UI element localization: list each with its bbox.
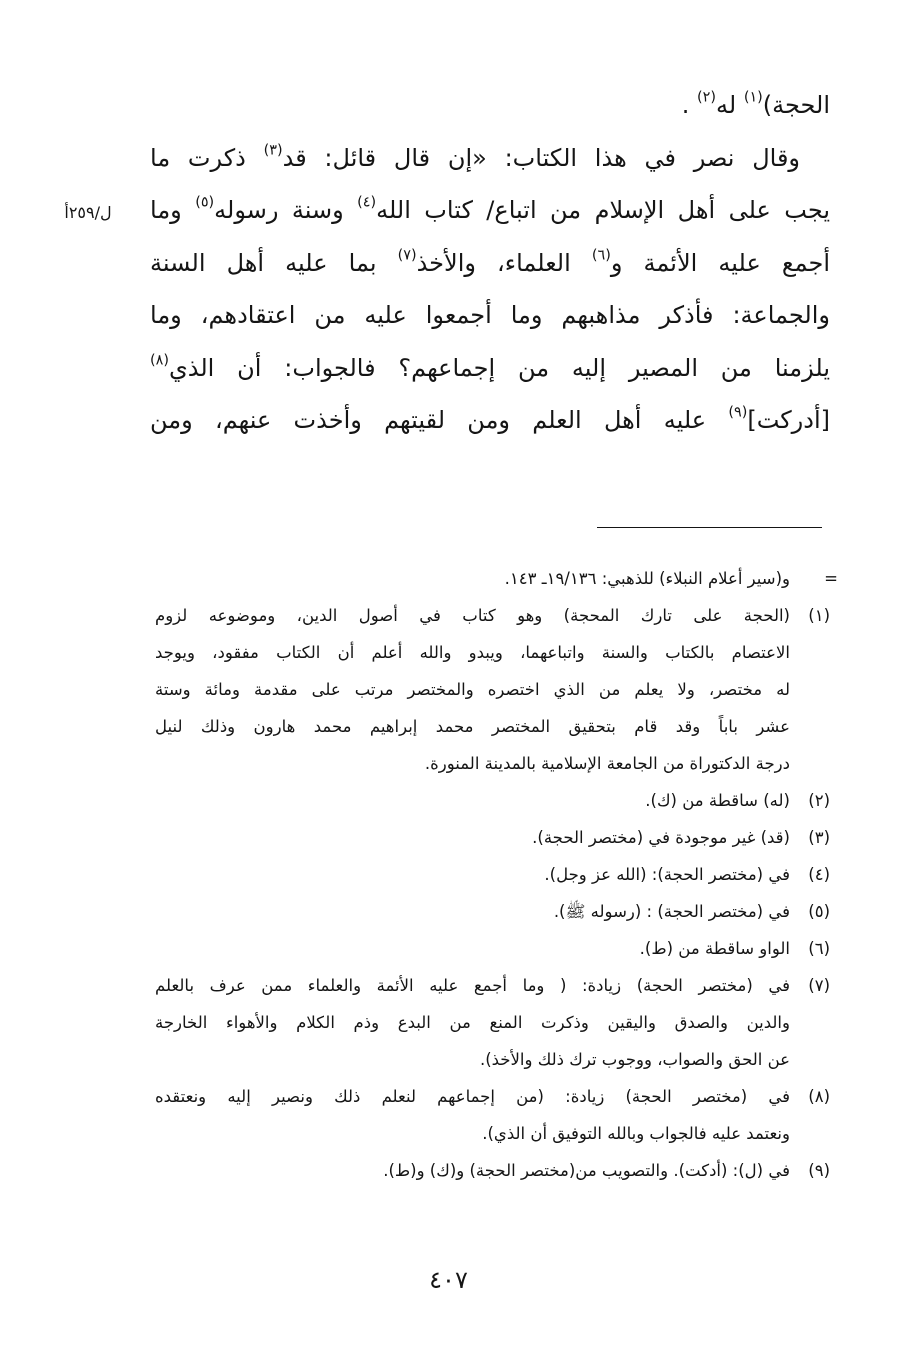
footnote-line: (قد) غير موجودة في (مختصر الحجة). bbox=[532, 828, 790, 847]
text-run: عليه أهل العلم ومن لقيتهم وأخذت عنهم، ومن bbox=[150, 406, 729, 434]
footnote-line: الاعتصام بالكتاب والسنة واتباعهما، ويبدو والله أعلم أن الكتاب مفقود، ويوجد bbox=[155, 643, 790, 662]
footnote-line: (الحجة على تارك المحجة) وهو كتاب في أصول الدين، وموضوعه لزوم bbox=[155, 606, 790, 625]
footnote-text bbox=[155, 856, 790, 893]
footnote-text bbox=[155, 819, 790, 856]
footnote-text bbox=[155, 597, 790, 782]
footnote-separator bbox=[597, 527, 822, 528]
footnote bbox=[155, 930, 830, 967]
text-run: . bbox=[681, 91, 698, 119]
footnote bbox=[155, 782, 830, 819]
footnote bbox=[155, 1078, 830, 1152]
text-run: وقال نصر في هذا الكتاب: «إن قال قائل: قد bbox=[282, 143, 801, 172]
footnote-reference: (٨) bbox=[150, 351, 169, 368]
footnote-reference: (٣) bbox=[263, 141, 283, 158]
text-run: وسنة رسوله bbox=[214, 196, 358, 224]
text-run: العلماء، والأخذ bbox=[416, 248, 592, 277]
text-run: يلزمنا من المصير إليه من إجماعهم؟ فالجواب: أن الذي bbox=[168, 353, 830, 382]
footnote-text bbox=[155, 1152, 790, 1189]
footnote-text bbox=[155, 930, 790, 967]
footnote-reference: (٢) bbox=[697, 89, 716, 106]
text-run: يجب على أهل الإسلام من اتباع/ كتاب الله bbox=[376, 196, 831, 224]
footnote-reference: (٦) bbox=[591, 246, 611, 263]
main-text-line bbox=[150, 184, 830, 237]
footnote-reference: (٤) bbox=[357, 194, 377, 211]
footnotes bbox=[155, 560, 838, 1189]
footnote bbox=[155, 856, 830, 893]
footnote-continuation bbox=[155, 560, 838, 597]
footnote-number: (٥) bbox=[808, 902, 830, 921]
footnote-line: و(سير أعلام النبلاء) للذهبي: ١٩/١٣٦ـ ١٤٣. bbox=[504, 569, 790, 588]
footnote-number: (٣) bbox=[808, 828, 830, 847]
manuscript-folio-note: ل/٢٥٩أ bbox=[64, 203, 112, 222]
text-run: الحجة) bbox=[762, 91, 830, 119]
footnote-line: درجة الدكتوراة من الجامعة الإسلامية بالمدينة المنورة. bbox=[424, 754, 790, 773]
footnote-text bbox=[155, 782, 790, 819]
footnote-text bbox=[155, 1078, 790, 1152]
footnote-line: في (مختصر الحجة) زيادة: (من إجماعهم لنعلم ذلك ونصير إليه ونعتقده bbox=[155, 1087, 790, 1106]
footnote-line: ونعتمد عليه فالجواب وبالله التوفيق أن الذي). bbox=[482, 1124, 790, 1143]
footnote-number: (٤) bbox=[808, 865, 830, 884]
text-run: والجماعة: فأذكر مذاهبهم وما أجمعوا عليه من اعتقادهم، وما bbox=[150, 301, 830, 329]
footnote bbox=[155, 597, 830, 782]
footnote-text bbox=[155, 893, 790, 930]
footnote bbox=[155, 819, 830, 856]
footnote-line: الواو ساقطة من (ط). bbox=[639, 939, 790, 958]
footnote-reference: (٥) bbox=[195, 194, 215, 211]
text-run: [أدركت] bbox=[747, 406, 830, 434]
footnote-number: (٦) bbox=[808, 939, 830, 958]
footnote-text bbox=[155, 967, 790, 1078]
footnote bbox=[155, 1152, 830, 1189]
continuation-marker: = bbox=[824, 569, 838, 588]
footnote-line: عشر باباً وقد قام بتحقيق المختصر محمد إبراهيم محمد هارون وذلك لنيل bbox=[155, 717, 790, 736]
footnote-number: (٧) bbox=[808, 976, 830, 995]
footnote-line: في (مختصر الحجة): (الله عز وجل). bbox=[544, 865, 790, 884]
footnote bbox=[155, 893, 830, 930]
text-run: أجمع عليه الأئمة و bbox=[610, 248, 830, 277]
footnote-line: عن الحق والصواب، ووجوب ترك ذلك والأخذ). bbox=[479, 1050, 790, 1069]
text-run: له bbox=[716, 91, 744, 119]
main-text-line bbox=[150, 289, 830, 342]
footnote-reference: (٧) bbox=[397, 246, 417, 263]
main-text-line bbox=[150, 79, 830, 132]
footnote-reference: (٩) bbox=[728, 404, 748, 421]
footnote-text bbox=[155, 560, 790, 597]
main-text-line bbox=[150, 342, 830, 395]
footnote-line: له مختصر، ولا يعلم من الذي اختصره والمختصر مرتب على مقدمة ومائة وستة bbox=[155, 680, 790, 699]
text-run: وما bbox=[150, 196, 196, 224]
footnote-number: (١) bbox=[808, 606, 830, 625]
text-run: بما عليه أهل السنة bbox=[150, 248, 398, 277]
footnote-number: (٢) bbox=[808, 791, 830, 810]
footnote-line: في (مختصر الحجة) زيادة: ( وما أجمع عليه الأئمة والعلماء ممن عرف بالعلم bbox=[155, 976, 790, 995]
paragraph-quotation bbox=[150, 132, 830, 447]
footnote-number: (٨) bbox=[808, 1087, 830, 1106]
footnote-line: والدين والصدق واليقين وذكرت المنع من البدع وذم الكلام والأهواء الخارجة bbox=[155, 1013, 790, 1032]
main-text bbox=[150, 79, 830, 447]
footnote-number: (٩) bbox=[808, 1161, 830, 1180]
footnote bbox=[155, 967, 830, 1078]
footnote-line: في (ل): (أدكت). والتصويب من(مختصر الحجة) و(ك) و(ط). bbox=[383, 1161, 790, 1180]
main-text-line bbox=[150, 132, 830, 185]
footnote-reference: (١) bbox=[743, 89, 763, 106]
page-number: ٤٠٧ bbox=[429, 1266, 468, 1294]
footnote-line: (له) ساقطة من (ك). bbox=[645, 791, 790, 810]
text-run: ذكرت ما bbox=[150, 143, 264, 172]
main-text-line bbox=[150, 394, 830, 447]
footnote-line: في (مختصر الحجة) : (رسوله ﷺ). bbox=[553, 902, 790, 921]
paragraph-ending bbox=[150, 79, 830, 132]
main-text-line bbox=[150, 237, 830, 290]
